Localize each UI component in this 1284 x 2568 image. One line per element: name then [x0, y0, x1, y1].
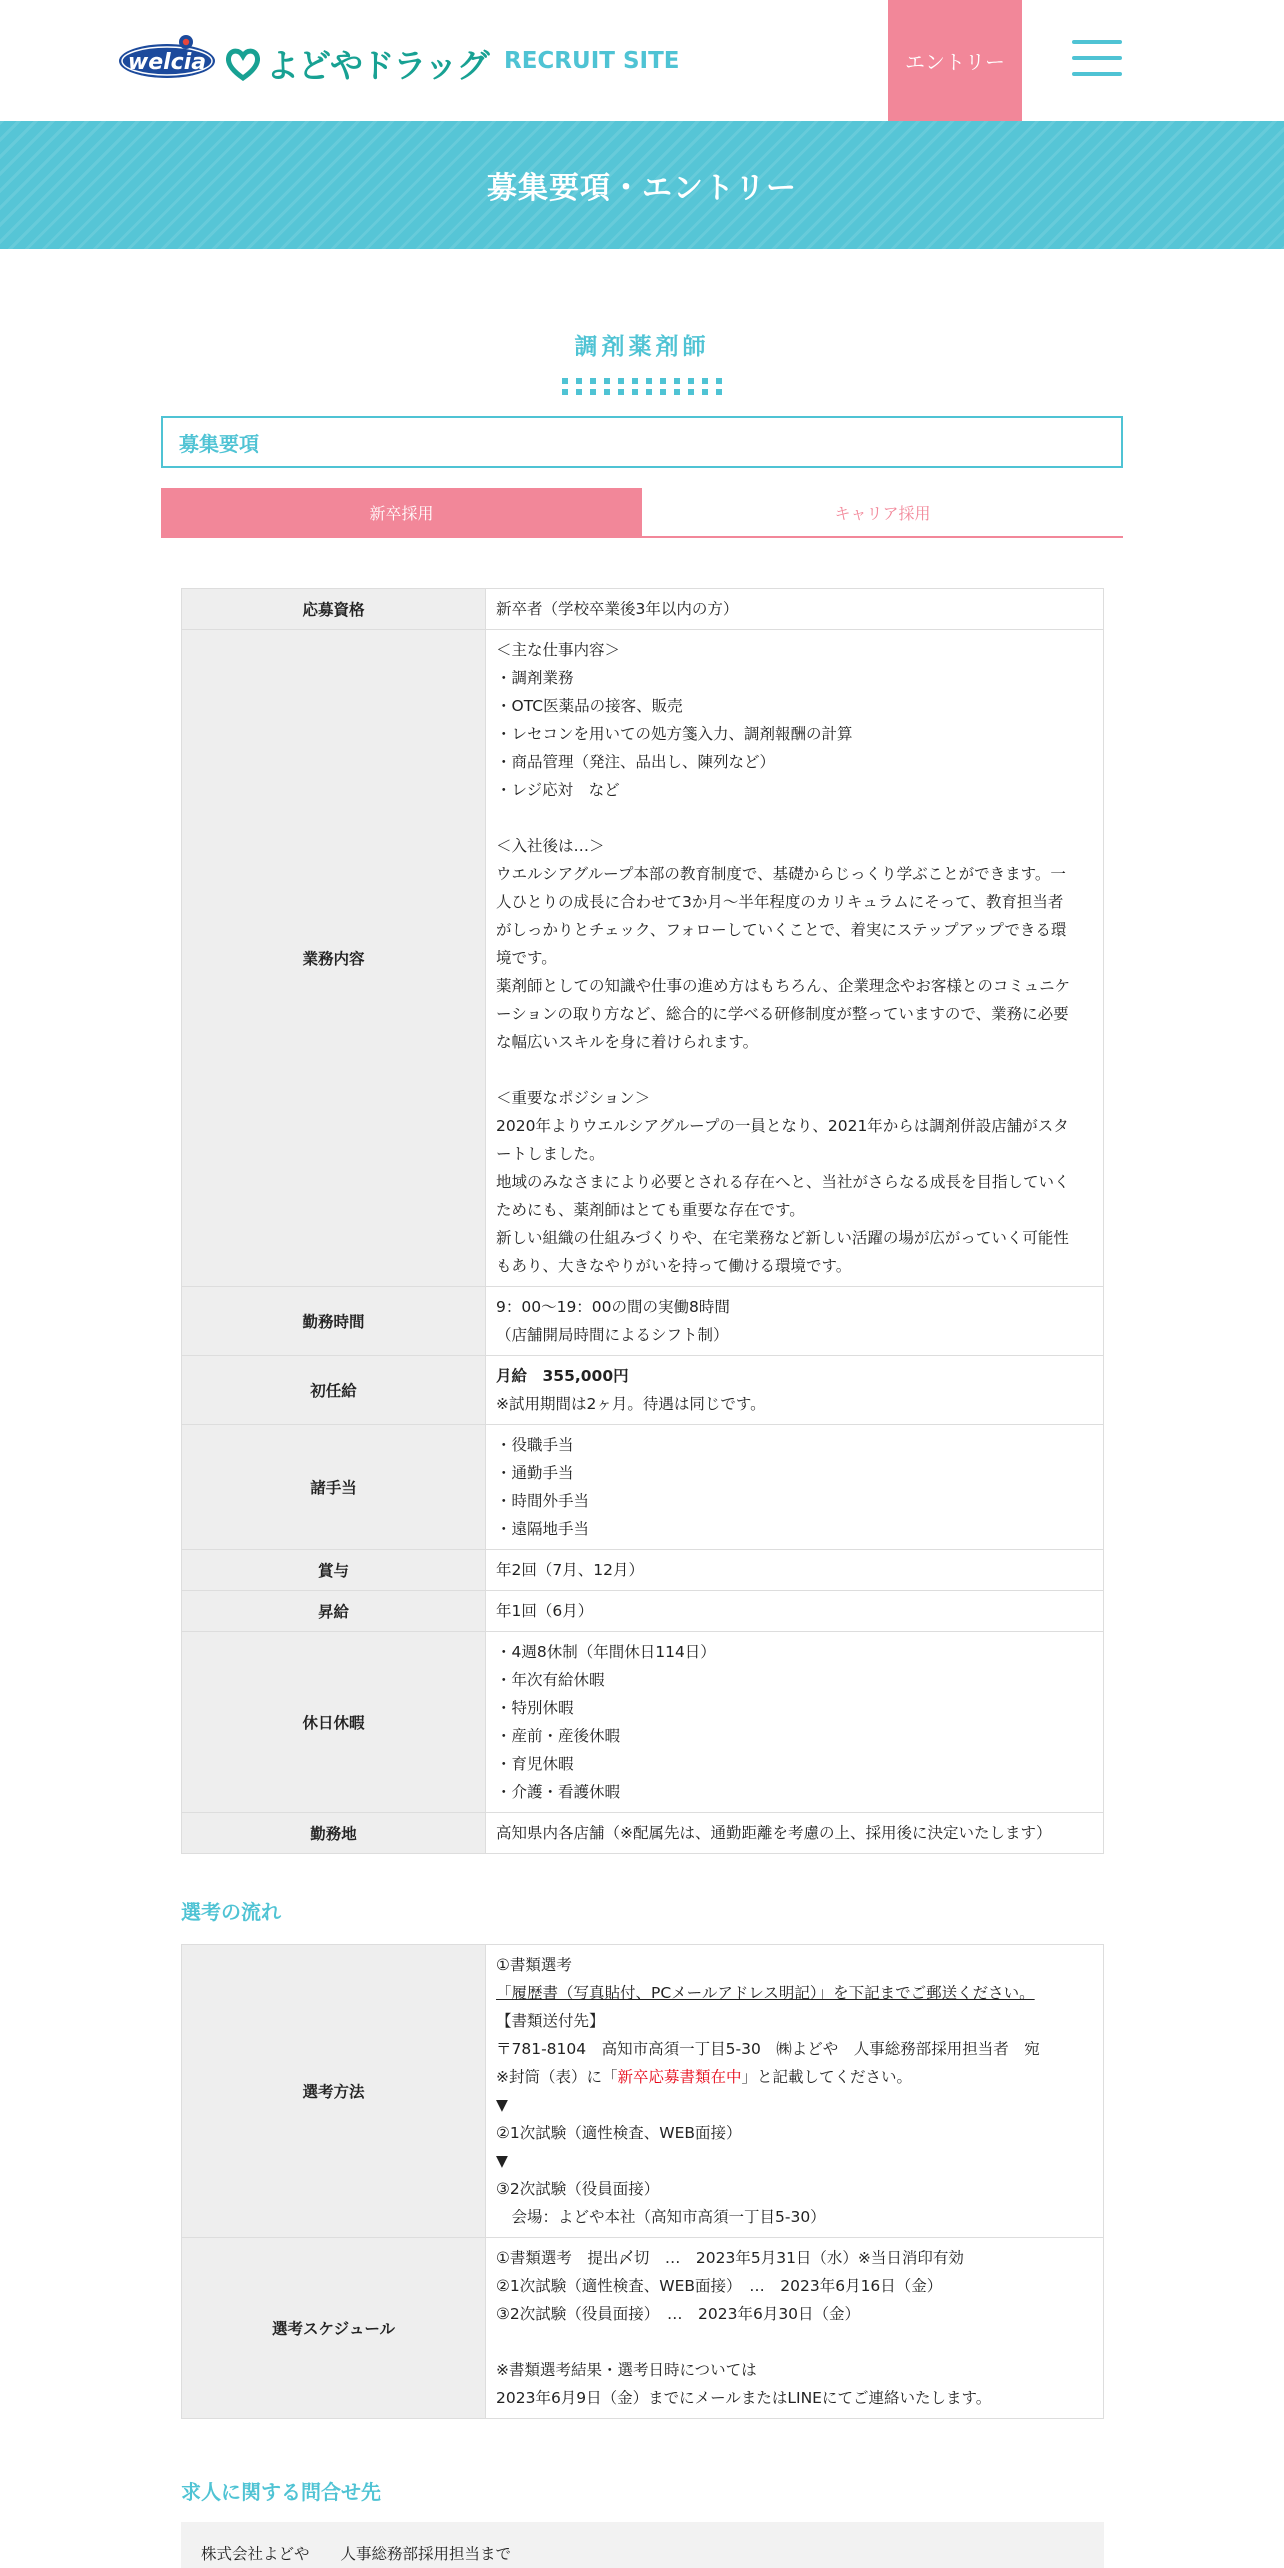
- requirements-box-label: 募集要項: [161, 416, 1123, 468]
- row-label: 休日休暇: [182, 1632, 486, 1813]
- envelope-note-prefix: ※封筒（表）に「: [496, 2068, 618, 2086]
- selection-method-label: 選考方法: [182, 1945, 486, 2238]
- selection-method-cell: [486, 1945, 1104, 2238]
- list-item: ためにも、薬剤師はとても重要な存在です。: [496, 1201, 805, 1219]
- list-item: ①書類選考: [496, 1956, 572, 1974]
- page-banner: [0, 121, 1284, 249]
- job-title: 調剤薬剤師: [574, 334, 710, 360]
- dot: [618, 389, 624, 395]
- row-label: 応募資格: [182, 589, 486, 630]
- envelope-note: [496, 2063, 1093, 2091]
- envelope-note-suffix: 」と記載してください。: [741, 2068, 913, 2086]
- table-row: [182, 630, 1104, 1287]
- list-item: ・産前・産後休暇: [496, 1727, 621, 1745]
- list-item: ②1次試験（適性検査、WEB面接）: [496, 2124, 742, 2142]
- table-row: [182, 1813, 1104, 1854]
- dot: [590, 389, 596, 395]
- table-row: [182, 1632, 1104, 1813]
- dot: [674, 389, 680, 395]
- contact-line: 株式会社よどや 人事総務部採用担当まで: [201, 2545, 512, 2563]
- row-label: 勤務時間: [182, 1287, 486, 1356]
- list-item: 境です。: [496, 949, 557, 967]
- list-item: ※書類選考結果・選考日時については: [496, 2361, 757, 2379]
- table-row: [182, 1550, 1104, 1591]
- selection-heading: 選考の流れ: [181, 1900, 281, 1924]
- table-row: [182, 2238, 1104, 2419]
- row-label: 初任給: [182, 1356, 486, 1425]
- dot: [618, 378, 624, 384]
- row-label: 昇給: [182, 1591, 486, 1632]
- list-item: [496, 2328, 1093, 2356]
- list-item: ウエルシアグループ本部の教育制度で、基礎からじっくり学ぶことができます。一: [496, 865, 1066, 883]
- list-item: 新しい組織の仕組みづくりや、在宅業務など新しい活躍の場が広がっていく可能性: [496, 1229, 1069, 1247]
- list-item: 高知県内各店舗（※配属先は、通勤距離を考慮の上、採用後に決定いたします）: [496, 1824, 1052, 1842]
- list-item: ・OTC医薬品の接客、販売: [496, 697, 683, 715]
- list-item: ・育児休暇: [496, 1755, 574, 1773]
- list-item: 2020年よりウエルシアグループの一員となり、2021年からは調剤併設店舗がスタ: [496, 1117, 1069, 1135]
- dot: [646, 378, 652, 384]
- list-item: 「履歴書（写真貼付、PCメールアドレス明記）」を下記までご郵送ください。: [496, 1984, 1035, 2002]
- dot: [702, 378, 708, 384]
- list-item: 月給 355,000円: [496, 1367, 629, 1385]
- list-item: 人ひとりの成長に合わせて3か月〜半年程度のカリキュラムにそって、教育担当者: [496, 893, 1064, 911]
- row-value: [486, 1632, 1104, 1813]
- arrow-down-icon: ▼: [496, 2096, 508, 2114]
- tab-career[interactable]: キャリア採用: [642, 488, 1123, 536]
- list-item: 年1回（6月）: [496, 1602, 594, 1620]
- contact-heading: 求人に関する問合せ先: [181, 2480, 381, 2504]
- list-item: ・4週8休制（年間休日114日）: [496, 1643, 716, 1661]
- dot: [576, 378, 582, 384]
- page-title: 募集要項・エントリー: [487, 171, 797, 206]
- list-item: ①書類選考 提出〆切 … 2023年5月31日（水）※当日消印有効: [496, 2249, 964, 2267]
- list-item: もあり、大きなやりがいを持って働ける環境です。: [496, 1257, 852, 1275]
- list-item: ・介護・看護休暇: [496, 1783, 621, 1801]
- row-label: 業務内容: [182, 630, 486, 1287]
- svg-text:welcia: welcia: [127, 50, 207, 75]
- row-value: [486, 1356, 1104, 1425]
- list-item: [496, 1056, 1093, 1084]
- dot: [562, 389, 568, 395]
- dot: [688, 378, 694, 384]
- list-item: 9：00〜19：00の間の実働8時間: [496, 1298, 730, 1316]
- list-item: ・調剤業務: [496, 669, 574, 687]
- row-value: [486, 1813, 1104, 1854]
- address-line: 〒781-8104 高知市高須一丁目5-30 ㈱よどや 人事総務部採用担当者 宛: [496, 2040, 1040, 2058]
- list-item: ・レジ応対 など: [496, 781, 620, 799]
- row-value: [486, 589, 1104, 630]
- list-item: ※試用期間は2ヶ月。待遇は同じです。: [496, 1395, 766, 1413]
- site-header: [0, 0, 1284, 121]
- list-item: ・通勤手当: [496, 1464, 574, 1482]
- list-item: ＜重要なポジション＞: [496, 1089, 651, 1107]
- welcia-logo[interactable]: [118, 34, 216, 84]
- dots-divider: [562, 378, 724, 396]
- selection-schedule-label: 選考スケジュール: [182, 2238, 486, 2419]
- dot: [632, 378, 638, 384]
- list-item: ートしました。: [496, 1145, 605, 1163]
- list-item: ＜主な仕事内容＞: [496, 641, 621, 659]
- heart-logo-icon: [226, 47, 260, 81]
- dot: [604, 389, 610, 395]
- list-item: ③2次試験（役員面接） … 2023年6月30日（金）: [496, 2305, 861, 2323]
- yodoya-logo-text: よどやドラッグ: [266, 46, 489, 85]
- row-value: [486, 1287, 1104, 1356]
- dot: [702, 389, 708, 395]
- row-label: 諸手当: [182, 1425, 486, 1550]
- list-item: 地域のみなさまにより必要とされる存在へと、当社がさらなる成長を目指していく: [496, 1173, 1070, 1191]
- list-item: [496, 804, 1093, 832]
- dot: [660, 389, 666, 395]
- list-item: ・遠隔地手当: [496, 1520, 590, 1538]
- list-item: ③2次試験（役員面接）: [496, 2180, 660, 2198]
- list-item: （店舗開局時間によるシフト制）: [496, 1326, 729, 1344]
- table-row: [182, 1945, 1104, 2238]
- list-item: ・レセコンを用いての処方箋入力、調剤報酬の計算: [496, 725, 853, 743]
- list-item: ②1次試験（適性検査、WEB面接） … 2023年6月16日（金）: [496, 2277, 943, 2295]
- list-item: ・特別休暇: [496, 1699, 574, 1717]
- dot: [646, 389, 652, 395]
- entry-button[interactable]: エントリー: [888, 0, 1022, 121]
- list-item: 会場：よどや本社（高知市高須一丁目5-30）: [496, 2208, 826, 2226]
- envelope-note-highlight: 新卒応募書類在中: [617, 2068, 742, 2086]
- list-item: ・商品管理（発注、品出し、陳列など）: [496, 753, 776, 771]
- recruit-tabs: [161, 488, 1123, 538]
- table-row: [182, 589, 1104, 630]
- dot: [604, 378, 610, 384]
- row-label: 勤務地: [182, 1813, 486, 1854]
- dot: [632, 389, 638, 395]
- list-item: ーションの取り方など、総合的に学べる研修制度が整っていますので、業務に必要: [496, 1005, 1069, 1023]
- row-value: [486, 630, 1104, 1287]
- dot: [674, 378, 680, 384]
- row-label: 賞与: [182, 1550, 486, 1591]
- table-row: [182, 1356, 1104, 1425]
- table-row: [182, 1287, 1104, 1356]
- list-item: 年2回（7月、12月）: [496, 1561, 644, 1579]
- list-item: 薬剤師としての知識や仕事の進め方はもちろん、企業理念やお客様とのコミュニケ: [496, 977, 1071, 995]
- requirements-table: [181, 588, 1104, 1854]
- hamburger-menu-icon[interactable]: [1072, 36, 1122, 80]
- list-item: な幅広いスキルを身に着けられます。: [496, 1033, 759, 1051]
- contact-box: [181, 2522, 1104, 2568]
- list-item: ・年次有給休暇: [496, 1671, 605, 1689]
- list-item: がしっかりとチェック、フォローしていくことで、着実にステップアップできる環: [496, 921, 1067, 939]
- dot: [576, 389, 582, 395]
- list-item: ・時間外手当: [496, 1492, 590, 1510]
- table-row: [182, 1591, 1104, 1632]
- selection-table: [181, 1944, 1104, 2419]
- list-item: 【書類送付先】: [496, 2012, 605, 2030]
- dot: [716, 378, 722, 384]
- selection-schedule-cell: [486, 2238, 1104, 2419]
- list-item: ＜入社後は…＞: [496, 837, 605, 855]
- dot: [660, 378, 666, 384]
- table-row: [182, 1425, 1104, 1550]
- row-value: [486, 1591, 1104, 1632]
- list-item: 新卒者（学校卒業後3年以内の方）: [496, 600, 739, 618]
- row-value: [486, 1425, 1104, 1550]
- list-item: ・役職手当: [496, 1436, 574, 1454]
- row-value: [486, 1550, 1104, 1591]
- dot: [590, 378, 596, 384]
- dot: [562, 378, 568, 384]
- list-item: 2023年6月9日（金）までにメールまたはLINEにてご連絡いたします。: [496, 2389, 992, 2407]
- arrow-down-icon: ▼: [496, 2152, 508, 2170]
- yodoya-logo[interactable]: [226, 40, 489, 87]
- dot: [688, 389, 694, 395]
- tab-new-graduate[interactable]: 新卒採用: [161, 488, 642, 536]
- dot: [716, 389, 722, 395]
- recruit-site-label: RECRUIT SITE: [504, 48, 680, 74]
